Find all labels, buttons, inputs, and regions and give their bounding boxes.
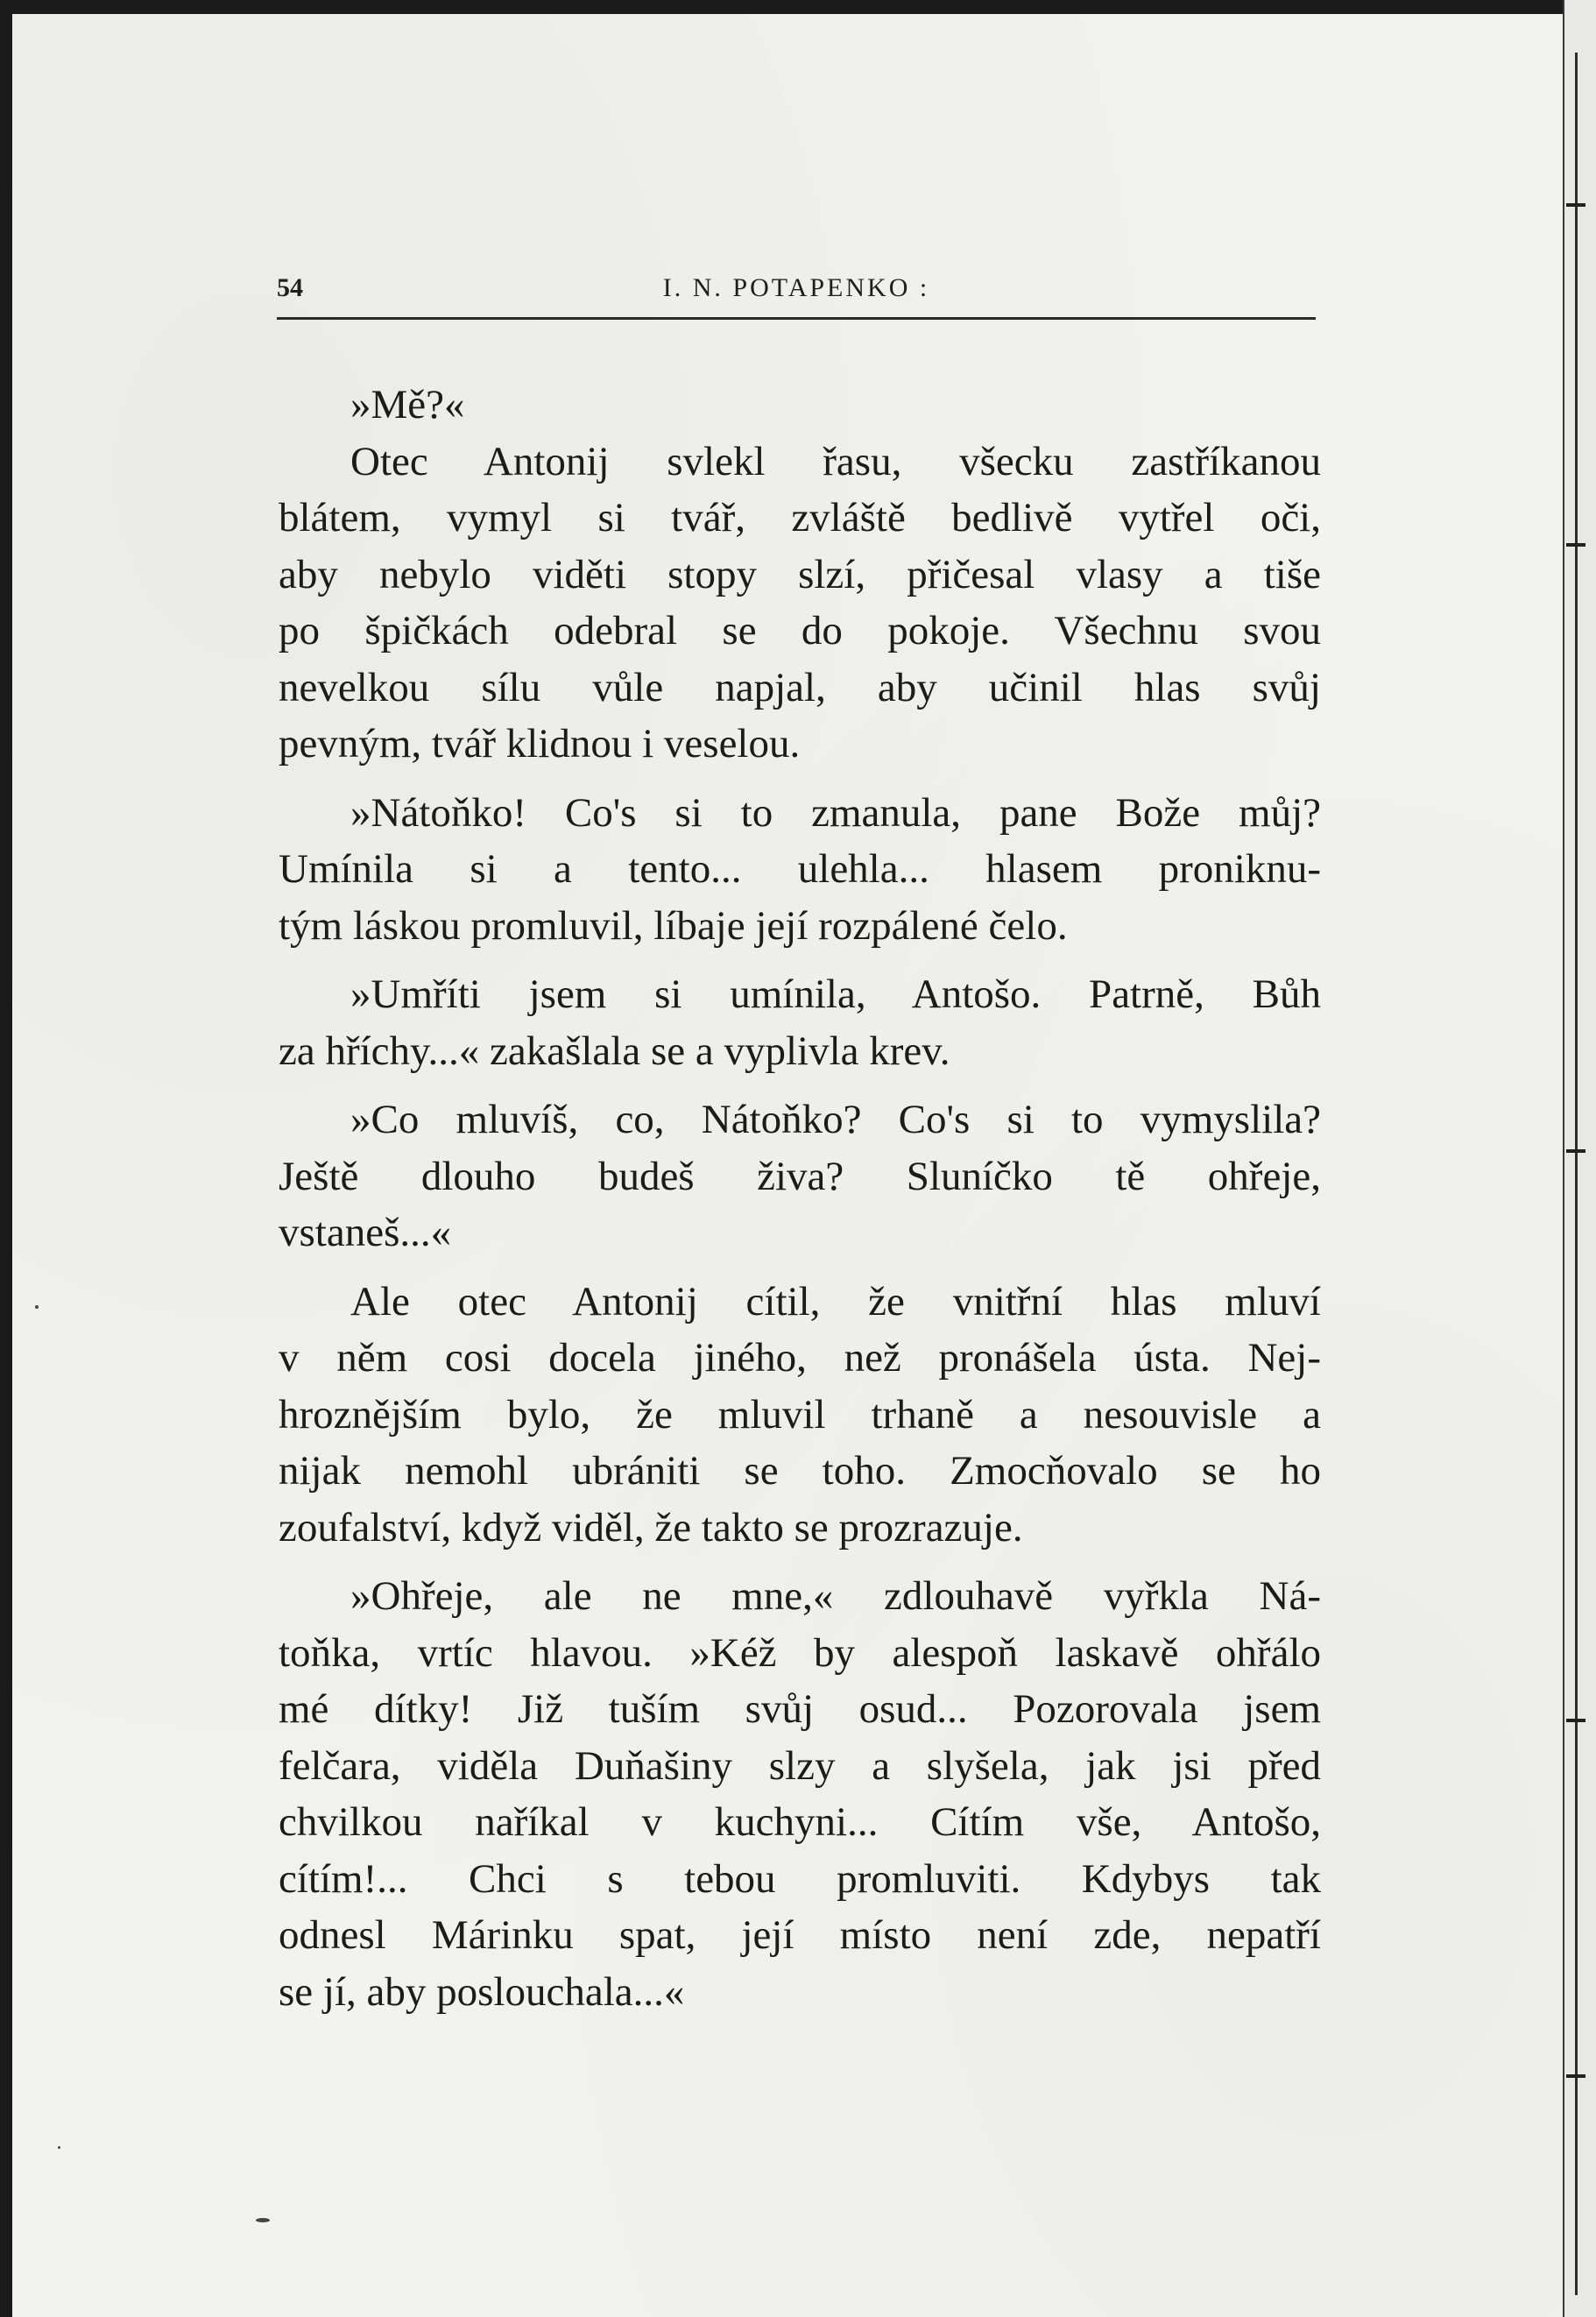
page-header — [277, 273, 1316, 312]
text-line: »Nátoňko! Co's si to zmanula, pane Bože můj? — [350, 789, 1321, 836]
text-line: se jí, aby poslouchala...« — [279, 1968, 685, 2015]
page-number: 54 — [277, 273, 303, 302]
scan-speck — [256, 2218, 270, 2222]
running-head: I. N. POTAPENKO : — [662, 273, 930, 302]
scan-speck — [35, 1305, 39, 1309]
header-rule — [277, 317, 1316, 320]
paragraph — [279, 434, 1321, 773]
text-line: v něm cosi docela jiného, než pronášela ústa. Nej- — [279, 1335, 1321, 1381]
text-line: toňka, vrtíc hlavou. »Kéž by alespoň laskavě ohřálo — [279, 1629, 1321, 1676]
adjacent-page-mark — [1566, 203, 1585, 207]
text-line: chvilkou naříkal v kuchyni... Cítím vše, Antošo, — [279, 1799, 1321, 1845]
text-line: zoufalství, když viděl, že takto se prozrazuje. — [279, 1504, 1023, 1551]
paragraph — [279, 966, 1321, 1079]
adjacent-page-mark — [1566, 543, 1585, 547]
text-line: »Co mluvíš, co, Nátoňko? Co's si to vymyslila? — [350, 1097, 1321, 1142]
paragraph — [279, 785, 1321, 955]
paragraph — [279, 377, 1321, 434]
text-line: mé dítky! Již tuším svůj osud... Pozorovala jsem — [279, 1686, 1321, 1732]
text-line: odnesl Márinku spat, její místo není zde, nepatří — [279, 1912, 1321, 1958]
text-line: »Mě?« — [350, 382, 465, 427]
text-line: tým láskou promluvil, líbaje její rozpálené čelo. — [279, 902, 1068, 949]
paragraph — [279, 1274, 1321, 1557]
text-line: Otec Antonij svlekl řasu, všecku zastříkanou — [350, 438, 1321, 484]
text-line: pevným, tvář klidnou i veselou. — [279, 721, 801, 766]
adjacent-page-rule — [1575, 53, 1578, 2295]
text-line: Ale otec Antonij cítil, že vnitřní hlas mluví — [350, 1278, 1321, 1325]
text-line: nevelkou sílu vůle napjal, aby učinil hlas svůj — [279, 664, 1321, 710]
adjacent-page-mark — [1566, 2074, 1585, 2078]
text-line: cítím!... Chci s tebou promluviti. Kdybys tak — [279, 1855, 1321, 1902]
text-line: felčara, viděla Duňašiny slzy a slyšela, jak jsi před — [279, 1742, 1321, 1789]
adjacent-page-edge — [1563, 0, 1596, 2317]
text-line: Umínila si a tento... ulehla... hlasem proniknu- — [279, 846, 1321, 892]
text-line: blátem, vymyl si tvář, zvláště bedlivě vytřel oči, — [279, 495, 1321, 540]
text-line: po špičkách odebral se do pokoje. Všechnu svou — [279, 608, 1321, 653]
text-line: aby nebylo viděti stopy slzí, přičesal vlasy a tiše — [279, 551, 1321, 597]
paragraph — [279, 1091, 1321, 1261]
text-line: nijak nemohl ubrániti se toho. Zmocňovalo se ho — [279, 1448, 1321, 1494]
text-line: vstaneš...« — [279, 1210, 452, 1255]
text-line: »Ohřeje, ale ne mne,« zdlouhavě vyřkla Ná- — [350, 1573, 1321, 1619]
text-line: »Umříti jsem si umínila, Antošo. Patrně, Bůh — [350, 971, 1321, 1017]
paragraph — [279, 1568, 1321, 2020]
body-text — [279, 377, 1321, 2020]
text-line: hroznějším bylo, že mluvil trhaně a nesouvisle a — [279, 1391, 1321, 1438]
text-line: Ještě dlouho budeš živa? Sluníčko tě ohřeje, — [279, 1153, 1321, 1199]
adjacent-page-mark — [1566, 1719, 1585, 1722]
adjacent-page-mark — [1566, 1149, 1585, 1153]
text-line: za hříchy...« zakašlala se a vyplivla krev. — [279, 1028, 950, 1074]
scan-speck — [58, 2146, 60, 2149]
